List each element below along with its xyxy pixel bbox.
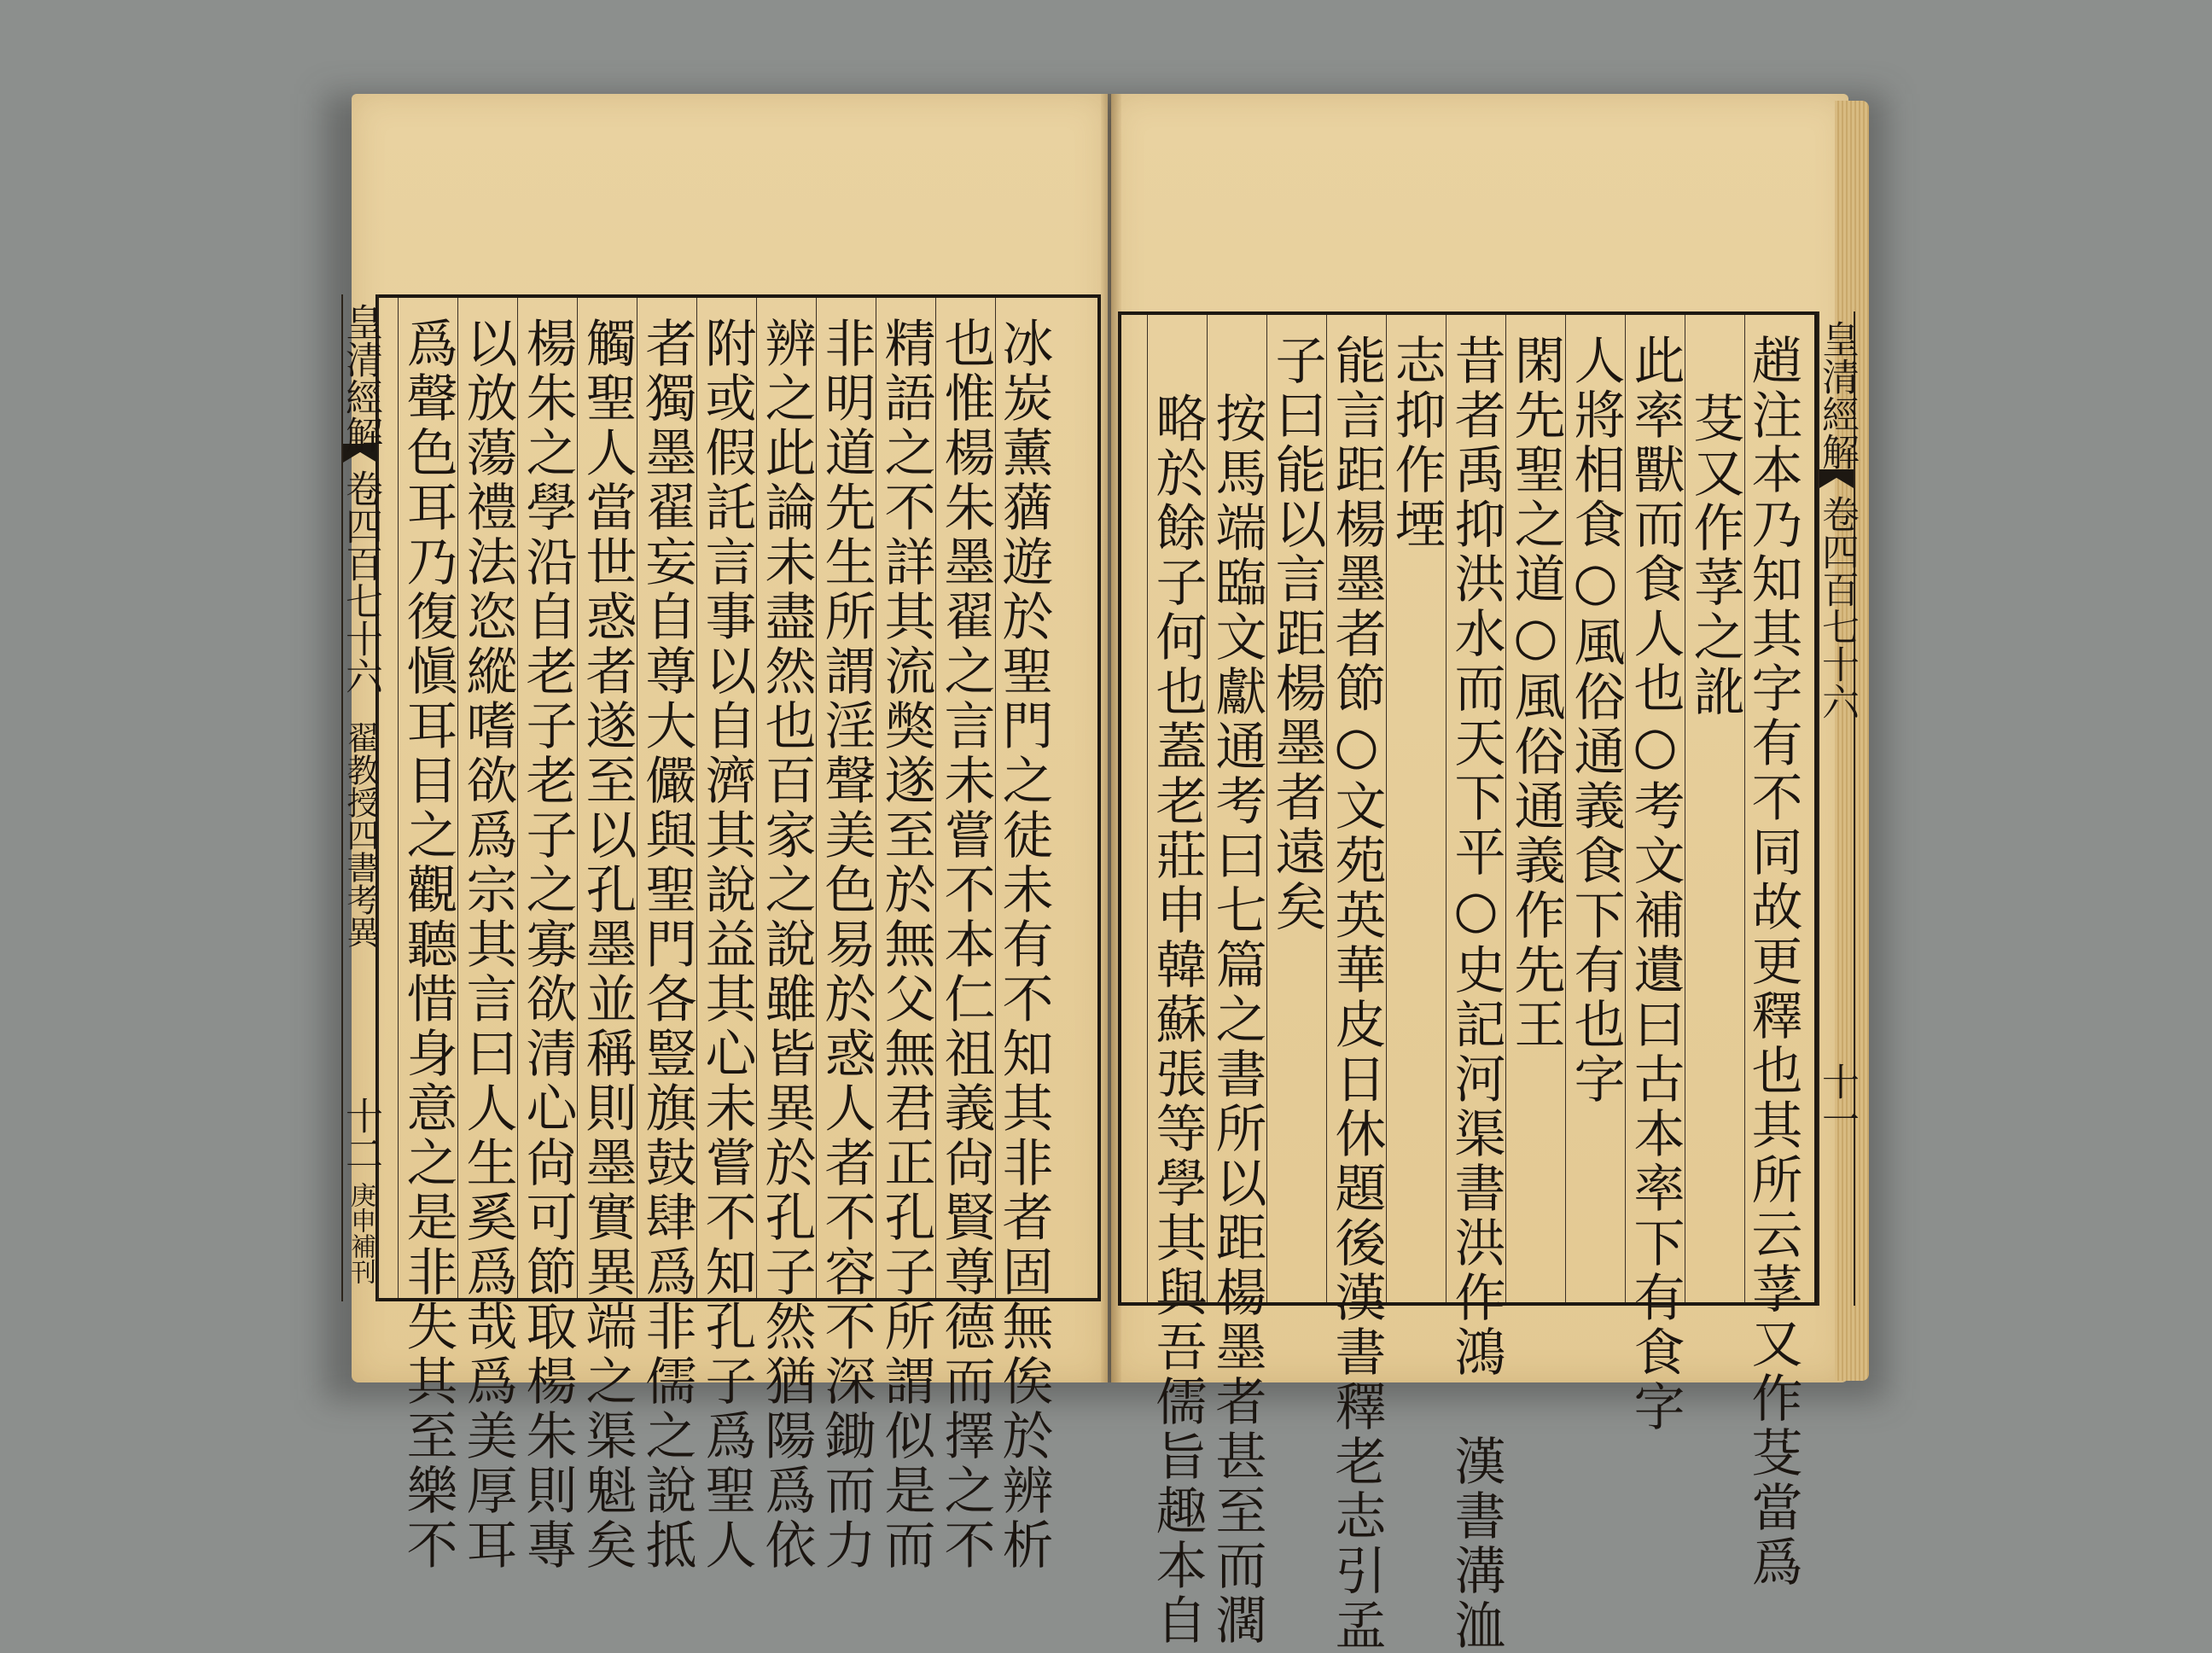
- column-text: 趙注本乃知其字有不同故更釋也其所云莩又作芟當爲: [1743, 334, 1803, 1590]
- text-column: [457, 298, 518, 1573]
- text-column: [577, 298, 637, 1573]
- text-column: [1147, 315, 1208, 1648]
- text-column: [816, 298, 876, 1573]
- text-column: [1266, 315, 1326, 1302]
- text-column: [398, 298, 458, 1573]
- column-text: 志抑作堙: [1386, 334, 1447, 552]
- text-column: [993, 298, 1054, 1573]
- column-text: 觸聖人當世惑者遂至以孔墨並稱則墨實異端之渠魁矣: [577, 317, 637, 1573]
- fish-tail-mark: [1819, 469, 1854, 488]
- column-text: 精語之不詳其流獘遂至於無父無君正孔子所謂似是而: [876, 317, 936, 1573]
- band-title: 皇清經解: [1815, 320, 1859, 470]
- column-text: 按馬端臨文獻通考曰七篇之書所以距楊墨者甚至而濶: [1207, 392, 1267, 1648]
- left-text-frame: [375, 294, 1101, 1573]
- band-title: 皇清經解: [339, 303, 382, 453]
- text-column: [1386, 315, 1446, 1302]
- column-text: 附或假託言事以自濟其說益其心未嘗不知孔子爲聖人: [696, 317, 757, 1573]
- column-text: 能言距楊墨者節○文苑英華皮日休題後漢書釋老志引孟: [1326, 334, 1387, 1653]
- column-text: 芟又作莩之訛: [1685, 392, 1745, 719]
- column-text: 非明道先生所謂淫聲美色易於惑人者不容不深鋤而力: [816, 317, 876, 1573]
- band-volume: 卷四百七十六: [1815, 495, 1859, 720]
- column-text: 也惟楊朱墨翟之言未嘗不本仁祖義尙賢尊德而擇之不: [935, 317, 996, 1573]
- column-text: 以放蕩禮法恣縱嗜欲爲宗其言曰人生奚爲哉爲美厚耳: [457, 317, 518, 1573]
- band-footer: 庚申補刊: [346, 1182, 375, 1284]
- band-author: 翟教授四書考異: [341, 721, 379, 948]
- text-column: [1207, 315, 1267, 1648]
- column-text: 略於餘子何也蓋老莊申韓蘇張等學其與吾儒旨趣本自: [1147, 392, 1208, 1648]
- text-column: [876, 298, 936, 1573]
- column-text: 者獨墨翟妄自尊大儼與聖門各豎旗鼓肆爲非儒之說抵: [637, 317, 697, 1573]
- column-text: 昔者禹抑洪水而天下平○史記河渠書洪作鴻 漢書溝洫: [1446, 334, 1506, 1653]
- column-text: 閑先聖之道○風俗通義作先王: [1505, 334, 1566, 1052]
- text-column: [1565, 315, 1625, 1302]
- column-text: 辨之此論未盡然也百家之說雖皆異於孔子然猶陽爲依: [756, 317, 817, 1573]
- band-volume: 卷四百七十六: [339, 469, 382, 695]
- left-fold-band: [339, 294, 382, 1301]
- text-column: [1685, 315, 1744, 1302]
- text-column: [1326, 315, 1387, 1653]
- text-column: [696, 298, 757, 1573]
- text-column: [1625, 315, 1685, 1435]
- band-page-number: 十一: [1815, 1062, 1859, 1138]
- column-text: 爲聲色耳乃復愼耳目之觀聽惜身意之是非失其至樂不: [398, 317, 458, 1573]
- right-text-frame: [1118, 311, 1818, 1653]
- text-column: [637, 298, 697, 1573]
- text-column: [935, 298, 996, 1573]
- band-page-number: 十二: [339, 1097, 382, 1172]
- text-column: [1743, 315, 1803, 1590]
- column-text: 子曰能以言距楊墨者遠矣: [1266, 334, 1327, 934]
- column-text: 此率獸而食人也○考文補遺曰古本率下有食字: [1625, 334, 1685, 1435]
- text-column: [1446, 315, 1506, 1653]
- text-column: [756, 298, 817, 1573]
- column-text: 冰炭薰蕕遊於聖門之徒未有不知其非者固無俟於辨析: [993, 317, 1054, 1573]
- column-text: 人將相食○風俗通義食下有也字: [1565, 334, 1626, 1107]
- right-fold-band: [1815, 311, 1859, 1306]
- column-text: 楊朱之學沿自老子老子之寡欲清心尙可節取楊朱則專: [517, 317, 578, 1573]
- text-column: [517, 298, 578, 1573]
- text-column: [1505, 315, 1565, 1302]
